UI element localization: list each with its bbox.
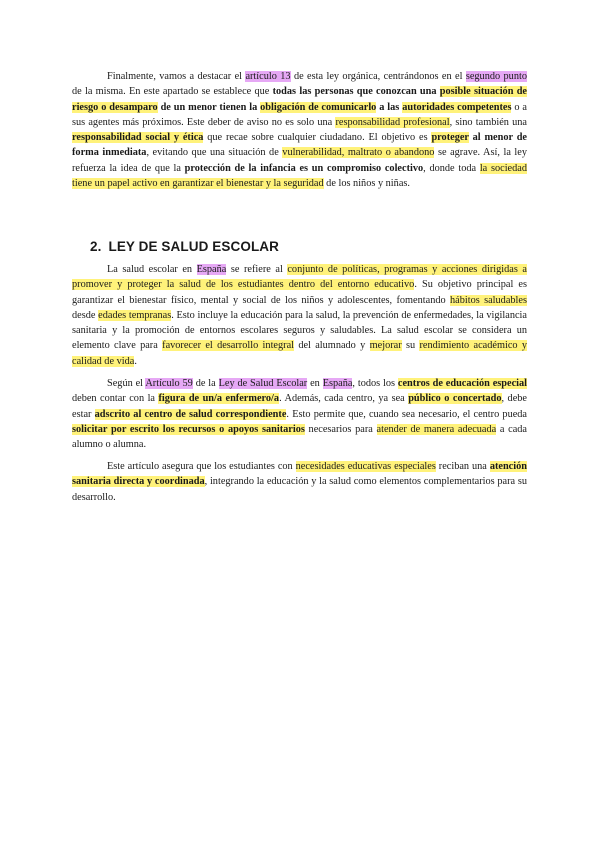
- text-run: de la: [192, 378, 219, 389]
- text-run: Según el: [107, 378, 146, 389]
- text-run: posible situación de riesgo o desamparo: [72, 86, 527, 113]
- text-run: a cada alumno o alumna.: [72, 423, 528, 451]
- text-run: rendimiento académico y calidad de vida: [72, 340, 528, 367]
- text-run: . Esto incluye la educación para la salud, la prevención de enfermedades, la vigilancia sanitaria y la promoción de entornos escolares seguros y saludables. La salud escolar se considera un elemento clave para: [72, 309, 527, 352]
- text-run: o a sus agentes más próximos. Este deber de aviso no es solo una: [72, 101, 527, 128]
- text-run: atención sanitaria directa y coordinada: [72, 461, 527, 488]
- text-run: artículo 13: [245, 71, 291, 82]
- text-run: responsabilidad social y ética: [72, 132, 204, 144]
- text-run: del alumnado y: [294, 340, 370, 352]
- text-run: de esta ley orgánica, centrándonos en el: [290, 71, 466, 82]
- text-run: que recae sobre cualquier ciudadano. El objetivo es: [203, 132, 432, 144]
- text-run: mejorar: [369, 340, 402, 352]
- text-run: España: [322, 378, 353, 389]
- text-run: protección de la infancia es un compromiso colectivo: [184, 162, 424, 174]
- text-run: , evitando que una situación de: [146, 147, 283, 159]
- paragraph-necesidades-especiales: [72, 459, 527, 505]
- text-run: centros de educación especial: [397, 378, 528, 389]
- text-run: vulnerabilidad, maltrato o abandono: [282, 147, 435, 159]
- text-run: . Esto permite que, cuando sea necesario, el centro pueda: [286, 408, 528, 420]
- text-run: desde: [72, 309, 99, 321]
- text-run: segundo punto: [465, 71, 527, 82]
- text-run: público o concertado: [408, 393, 502, 405]
- section-heading: [90, 239, 279, 254]
- paragraph-salud-escolar: [72, 262, 527, 369]
- text-run: necesarios para: [304, 423, 377, 435]
- text-run: reciban una: [435, 461, 490, 472]
- text-run: Artículo 59: [145, 378, 193, 389]
- text-run: España: [196, 264, 227, 275]
- text-run: de la misma. En este apartado se establece que: [72, 86, 273, 98]
- text-run: . Además, cada centro, ya sea: [279, 393, 409, 405]
- text-run: edades tempranas: [98, 309, 172, 321]
- section-title: LEY DE SALUD ESCOLAR: [108, 239, 279, 254]
- text-run: La salud escolar en: [107, 264, 197, 275]
- text-run: necesidades educativas especiales: [295, 461, 436, 472]
- text-run: autoridades competentes: [402, 101, 512, 113]
- text-run: se refiere al: [226, 264, 288, 275]
- text-run: favorecer el desarrollo integral: [162, 340, 295, 352]
- text-run: responsabilidad profesional: [335, 116, 450, 128]
- text-run: hábitos saludables: [450, 294, 527, 306]
- text-run: proteger: [431, 132, 469, 144]
- paragraph-articulo-13: [72, 69, 527, 191]
- text-run: a las: [376, 101, 403, 113]
- text-run: de un menor tienen la: [157, 101, 261, 113]
- text-run: la sociedad tiene un papel activo en garantizar el bienestar y la seguridad: [72, 162, 527, 190]
- text-run: su: [401, 340, 420, 352]
- text-run: en: [307, 378, 323, 389]
- text-run: , sino también una: [449, 116, 527, 128]
- section-number: 2.: [90, 239, 102, 254]
- text-run: obligación de comunicarlo: [260, 101, 377, 113]
- text-run: conjunto de políticas, programas y acciones dirigidas a promover y proteger la salud de los estudiantes dentro del entorno educativo: [72, 264, 527, 291]
- paragraph-articulo-59: [72, 376, 527, 452]
- text-run: Finalmente, vamos a destacar el: [107, 71, 246, 82]
- text-run: .: [134, 355, 137, 367]
- text-run: deben contar con la: [72, 393, 159, 405]
- text-run: , todos los: [352, 378, 398, 389]
- text-run: Este artículo asegura que los estudiantes con: [107, 461, 296, 472]
- text-run: se agrave. Así, la ley refuerza la idea de que la: [72, 147, 527, 174]
- text-run: , donde toda: [423, 162, 480, 174]
- text-run: figura de un/a enfermero/a: [158, 393, 280, 405]
- text-run: atender de manera adecuada: [376, 423, 497, 435]
- text-run: al menor de forma inmediata: [72, 132, 528, 159]
- text-run: . Su objetivo principal es garantizar el bienestar físico, mental y social de los niños y adolescentes, fomentando: [72, 279, 527, 306]
- text-run: Ley de Salud Escolar: [218, 378, 308, 389]
- text-run: , integrando la educación y la salud como elementos complementarios para su desarrollo.: [72, 476, 527, 503]
- text-run: todas las personas que conozcan una: [272, 86, 440, 98]
- text-run: , debe estar: [72, 393, 527, 420]
- text-run: de los niños y niñas.: [323, 178, 410, 190]
- text-run: solicitar por escrito los recursos o apoyos sanitarios: [72, 423, 305, 435]
- text-run: adscrito al centro de salud correspondiente: [94, 408, 287, 420]
